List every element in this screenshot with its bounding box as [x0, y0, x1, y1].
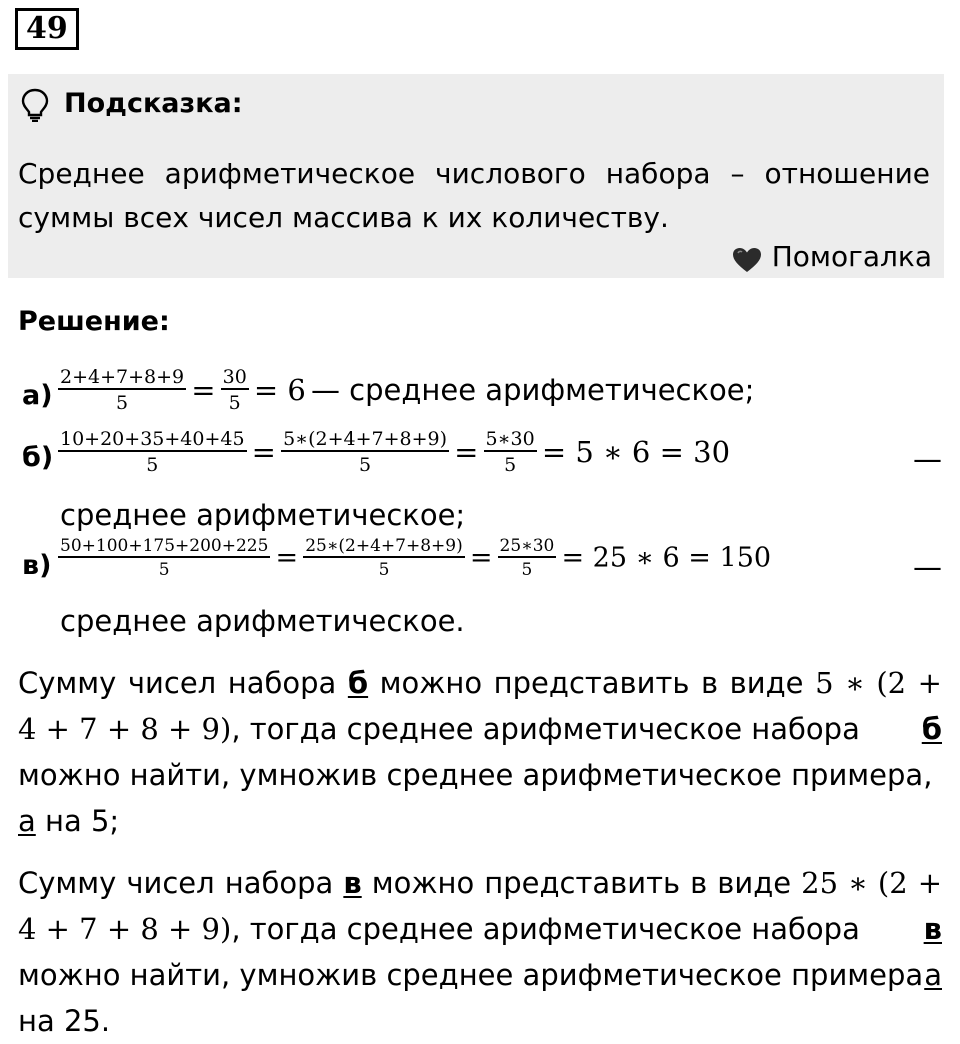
equals-sign: = — [275, 542, 299, 574]
equals-sign: = — [469, 542, 493, 574]
fraction — [58, 536, 270, 580]
fraction — [498, 536, 557, 580]
paragraph-line — [18, 860, 942, 906]
numerator: 5∗30 — [485, 428, 535, 450]
explanation-paragraph-c — [18, 860, 942, 1044]
numerator: 2+4+7+8+9 — [60, 366, 185, 388]
row-mark: а) — [22, 380, 53, 411]
paragraph-line — [18, 952, 942, 998]
numerator: 25∗30 — [499, 536, 555, 556]
fraction — [281, 428, 449, 476]
denominator: 5 — [158, 560, 170, 580]
equals-sign: = — [251, 435, 276, 469]
problem-number: 49 — [15, 8, 79, 50]
hint-title: Подсказка: — [64, 88, 243, 119]
lightbulb-icon — [20, 88, 50, 122]
hint-line-1: Среднее арифметическое числового набора – отношение — [18, 157, 930, 190]
set-label: б — [347, 666, 369, 700]
denominator: 5 — [359, 454, 372, 476]
numerator: 30 — [222, 366, 247, 388]
denominator: 5 — [146, 454, 159, 476]
brand-label: Помогалка — [771, 240, 932, 273]
paragraph-line — [18, 798, 942, 844]
paragraph-line: можно найти, умножив среднее арифметическое примера, — [18, 758, 933, 792]
equals-sign: = — [454, 435, 479, 469]
fraction — [221, 366, 249, 414]
solution-row-b — [22, 428, 942, 488]
numerator: 5∗(2+4+7+8+9) — [283, 428, 448, 450]
math-expression: 5 ∗ (2 + — [815, 666, 942, 700]
denominator: 5 — [521, 560, 533, 580]
paragraph-line — [18, 706, 942, 752]
numerator: 25∗(2+4+7+8+9) — [305, 536, 463, 556]
dash: — — [913, 550, 942, 584]
solution-row-c — [22, 536, 942, 596]
heart-icon — [732, 247, 762, 273]
example-label: а — [18, 804, 36, 838]
denominator: 5 — [228, 392, 241, 414]
result-expression: = 6 — [253, 373, 306, 407]
result-caption: среднее арифметическое; — [60, 498, 466, 532]
set-label: б — [921, 712, 942, 746]
paragraph-line — [18, 906, 942, 952]
dash: — — [913, 442, 942, 476]
hint-box — [8, 74, 944, 278]
numerator: 50+100+175+200+225 — [60, 536, 269, 556]
text: Сумму чисел набора — [18, 666, 348, 700]
math-expression: 4 + 7 + 8 + 9) — [18, 912, 232, 946]
fraction — [58, 366, 186, 414]
result-caption: — среднее арифметическое; — [310, 373, 755, 407]
set-label: в — [343, 866, 362, 900]
result-expression: = 25 ∗ 6 = 150 — [561, 542, 772, 574]
text: можно представить в виде — [361, 866, 802, 900]
solution-heading: Решение: — [18, 306, 170, 337]
text: , тогда среднее арифметическое набора — [231, 712, 860, 746]
equals-sign: = — [191, 373, 216, 407]
denominator: 5 — [504, 454, 517, 476]
text: можно найти, умножив среднее арифметическое примера — [18, 958, 924, 992]
result-caption: среднее арифметическое. — [60, 604, 465, 638]
result-expression: = 5 ∗ 6 = 30 — [541, 435, 731, 469]
text: можно представить в виде — [368, 666, 816, 700]
math-expression: 25 ∗ (2 + — [801, 866, 942, 900]
brand-signature — [772, 240, 932, 276]
math-expression: 4 + 7 + 8 + 9) — [18, 712, 232, 746]
text: Сумму чисел набора — [18, 866, 344, 900]
denominator: 5 — [116, 392, 129, 414]
hint-text — [18, 152, 930, 240]
example-label: а — [924, 958, 942, 992]
denominator: 5 — [378, 560, 390, 580]
paragraph-line: на 25. — [18, 1004, 111, 1038]
fraction — [484, 428, 537, 476]
set-label: в — [923, 912, 942, 946]
row-mark: в) — [22, 550, 52, 581]
text: на 5; — [35, 804, 120, 838]
hint-line-2: суммы всех чисел массива к их количеству. — [18, 201, 669, 234]
numerator: 10+20+35+40+45 — [60, 428, 245, 450]
row-mark: б) — [22, 442, 54, 473]
text: , тогда среднее арифметическое набора — [231, 912, 860, 946]
fraction — [58, 428, 247, 476]
paragraph-line — [18, 660, 942, 706]
fraction — [303, 536, 465, 580]
explanation-paragraph-b — [18, 660, 942, 844]
